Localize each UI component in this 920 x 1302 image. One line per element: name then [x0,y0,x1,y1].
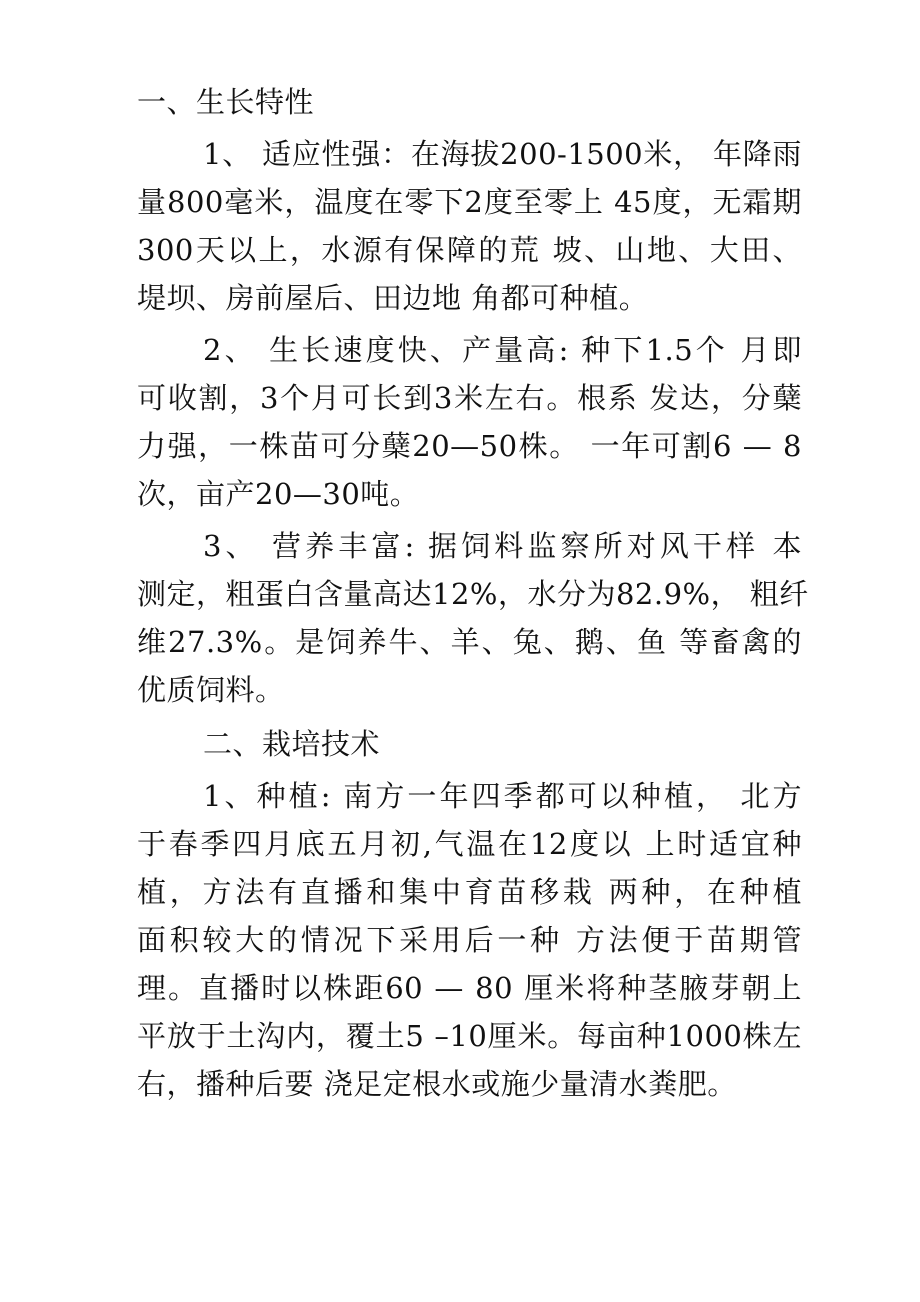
section-heading-growth: 一、生长特性 [137,85,315,119]
paragraph-line: 优质饲料。 [137,673,285,707]
paragraph-line: 堤坝、房前屋后、田边地 角都可种植。 [137,281,649,315]
paragraph-line: 理。直播时以株距60 — 80 厘米将种茎腋芽朝上 [137,971,802,1005]
paragraph-line: 300天以上，水源有保障的荒 坡、山地、大田、 [137,233,802,267]
paragraph-line: 可收割，3个月可长到3米左右。根系 发达，分蘖 [137,381,802,415]
paragraph-line: 量800毫米，温度在零下2度至零上 45度，无霜期 [137,185,802,219]
paragraph-line: 面积较大的情况下采用后一种 方法便于苗期管 [137,923,802,957]
paragraph-line: 力强，一株苗可分蘖20—50株。 一年可割6 — 8 [137,429,802,463]
paragraph-line: 测定，粗蛋白含量高达12%，水分为82.9%， 粗纤 [137,577,809,611]
paragraph-line: 植，方法有直播和集中育苗移栽 两种，在种植 [137,875,802,909]
paragraph-line: 2、 生长速度快、产量高: 种下1.5个 月即 [203,333,802,367]
paragraph-line: 右，播种后要 浇足定根水或施少量清水粪肥。 [137,1067,737,1101]
paragraph-line: 平放于土沟内，覆土5 –10厘米。每亩种1000株左 [137,1019,802,1053]
paragraph-line: 于春季四月底五月初,气温在12度以 上时适宜种 [137,827,802,861]
paragraph-line: 1、 适应性强：在海拔200-1500米， 年降雨 [203,137,802,171]
paragraph-line: 1、种植: 南方一年四季都可以种植， 北方 [203,779,802,813]
paragraph-line: 维27.3%。是饲养牛、羊、兔、鹅、鱼 等畜禽的 [137,625,802,659]
paragraph-line: 3、 营养丰富: 据饲料监察所对风干样 本 [203,529,802,563]
paragraph-line: 次，亩产20—30吨。 [137,477,420,511]
section-heading-cultivation: 二、栽培技术 [203,727,381,761]
